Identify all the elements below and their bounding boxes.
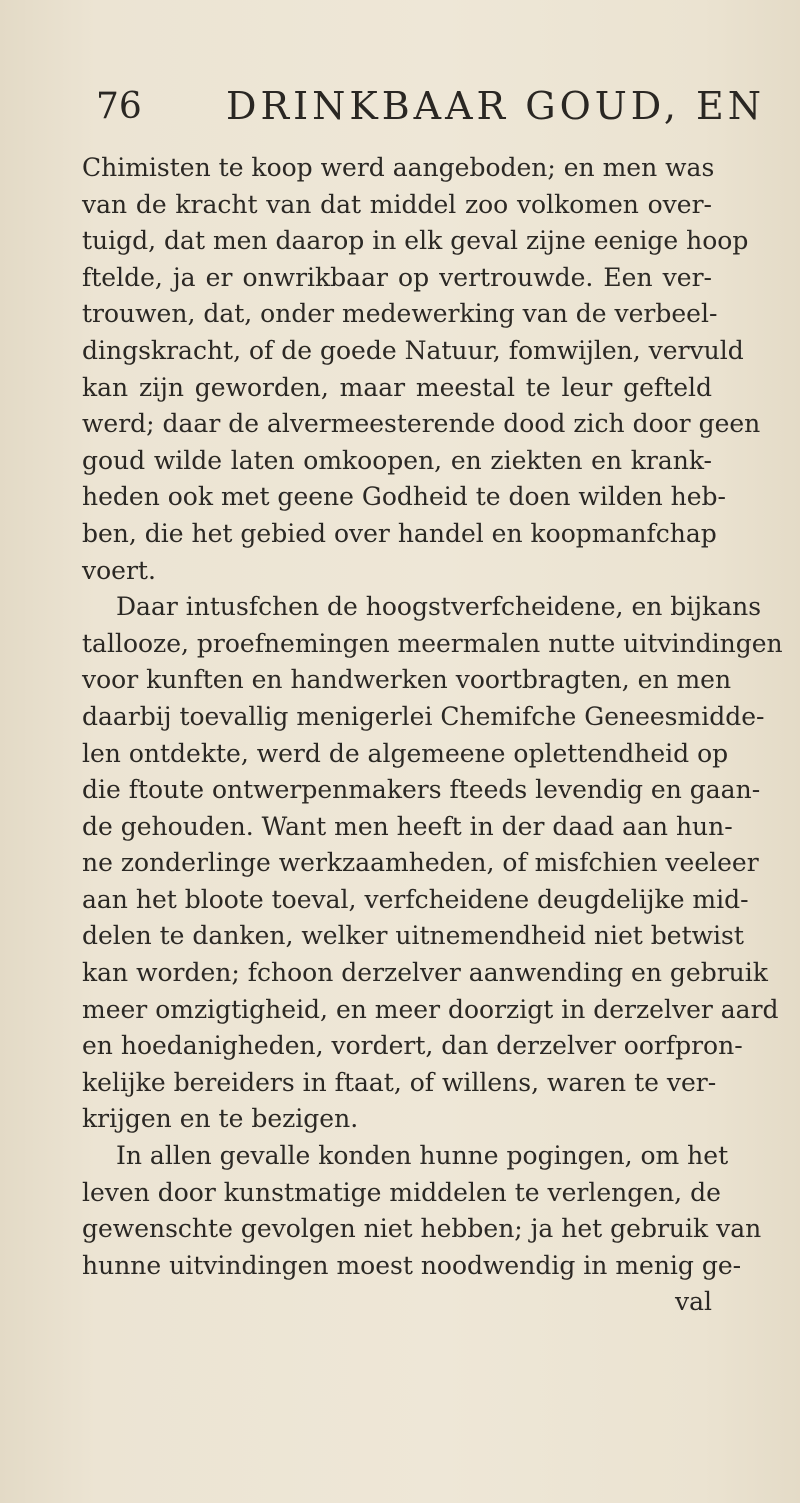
- text-line: aan het bloote toeval, verfcheidene deugdelijke mid-: [82, 884, 749, 914]
- text-line: voert.: [82, 555, 156, 585]
- text-line: tallooze, proefnemingen meermalen nutte uitvindingen: [82, 628, 783, 658]
- text-line: goud wilde laten omkoopen, en ziekten en krank-: [82, 445, 712, 475]
- text-line: kelijke bereiders in ftaat, of willens, waren te ver-: [82, 1067, 717, 1097]
- text-line: die ftoute ontwerpenmakers fteeds levendig en gaan-: [82, 775, 761, 805]
- catchword: val: [674, 1287, 712, 1317]
- body-text: [82, 150, 783, 1321]
- text-line: kan worden; fchoon derzelver aanwending en gebruik: [82, 958, 768, 988]
- text-line: delen te danken, welker uitnemendheid niet betwist: [82, 921, 744, 951]
- text-line: gewenschte gevolgen niet hebben; ja het gebruik van: [82, 1214, 762, 1244]
- page-header: [96, 78, 766, 134]
- text-line: len ontdekte, werd de algemeene oplettendheid op: [82, 738, 729, 768]
- running-head: DRINKBAAR GOUD, EN: [226, 84, 766, 128]
- text-line: daarbij toevallig menigerlei Chemifche Geneesmidde-: [82, 701, 765, 731]
- text-line: van de kracht van dat middel zoo volkomen over-: [82, 189, 712, 219]
- text-line: de gehouden. Want men heeft in der daad aan hun-: [82, 811, 733, 841]
- text-line: en hoedanigheden, vordert, dan derzelver oorfpron-: [82, 1031, 743, 1061]
- text-line: meer omzigtigheid, en meer doorzigt in derzelver aard: [82, 994, 779, 1024]
- text-line: hunne uitvindingen moest noodwendig in menig ge-: [82, 1250, 742, 1280]
- text-line: trouwen, dat, onder medewerking van de verbeel-: [82, 299, 718, 329]
- text-line: ftelde, ja er onwrikbaar op vertrouwde. Een ver-: [82, 262, 712, 292]
- text-line: heden ook met geene Godheid te doen wilden heb-: [82, 482, 727, 512]
- text-line: tuigd, dat men daarop in elk geval zijne eenige hoop: [82, 226, 749, 256]
- text-line: krijgen en te bezigen.: [82, 1104, 359, 1134]
- text-line: ben, die het gebied over handel en koopmanfchap: [82, 518, 717, 548]
- text-line: In allen gevalle konden hunne pogingen, om het: [116, 1141, 729, 1171]
- text-line: werd; daar de alvermeesterende dood zich door geen: [82, 409, 761, 439]
- text-line: voor kunften en handwerken voortbragten, en men: [82, 665, 732, 695]
- text-line: ne zonderlinge werkzaamheden, of misfchien veeleer: [82, 848, 759, 878]
- text-line: leven door kunstmatige middelen te verlengen, de: [82, 1177, 721, 1207]
- text-line: Daar intusfchen de hoogstverfcheidene, en bijkans: [116, 592, 762, 622]
- text-line: Chimisten te koop werd aangeboden; en men was: [82, 153, 715, 182]
- page-number: 76: [96, 86, 142, 127]
- text-line: kan zijn geworden, maar meestal te leur gefteld: [82, 372, 712, 402]
- text-line: dingskracht, of de goede Natuur, fomwijlen, vervuld: [82, 335, 744, 365]
